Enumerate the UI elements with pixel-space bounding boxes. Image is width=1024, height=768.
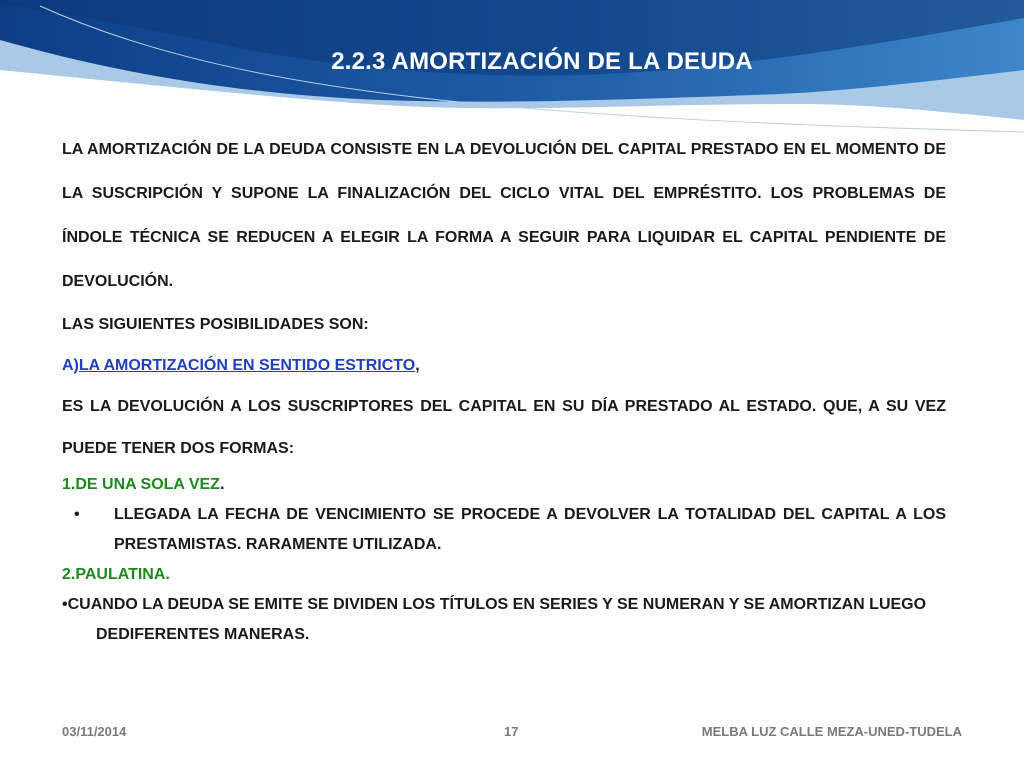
form-1-label: 1.DE UNA SOLA VEZ	[62, 476, 220, 493]
form-1-heading	[62, 470, 946, 500]
option-a-description: ES LA DEVOLUCIÓN A LOS SUSCRIPTORES DEL CAPITAL EN SU DÍA PRESTADO AL ESTADO. QUE, A SU VEZ PUEDE TENER DOS FORMAS:	[62, 398, 946, 457]
form-1-suffix: .	[219, 476, 225, 493]
footer-author: MELBA LUZ CALLE MEZA-UNED-TUDELA	[701, 724, 962, 739]
option-a-prefix: A)	[62, 357, 79, 374]
footer-page-number: 17	[504, 724, 519, 739]
option-a-suffix: ,	[415, 357, 420, 374]
form-1-text: LLEGADA LA FECHA DE VENCIMIENTO SE PROCEDE A DEVOLVER LA TOTALIDAD DEL CAPITAL A LOS PRESTAMISTAS. RARAMENTE UTILIZADA.	[114, 506, 946, 553]
form-2-heading: 2.PAULATINA.	[62, 566, 170, 583]
option-a-link[interactable]: LA AMORTIZACIÓN EN SENTIDO ESTRICTO	[78, 357, 416, 374]
intro-paragraph: LA AMORTIZACIÓN DE LA DEUDA CONSISTE EN LA DEVOLUCIÓN DEL CAPITAL PRESTADO EN EL MOMENTO DE LA SUSCRIPCIÓN Y SUPONE LA FINALIZACIÓN DEL CICLO VITAL DEL EMPRÉSTITO. LOS PROBLEMAS DE ÍNDOLE TÉCNICA SE REDUCEN A ELEGIR LA FORMA A SEGUIR PARA LIQUIDAR EL CAPITAL PENDIENTE DE DEVOLUCIÓN.	[62, 141, 946, 290]
bullet-icon: •	[74, 506, 80, 523]
slide-content	[62, 128, 946, 650]
form-1-bullet-item	[62, 500, 946, 560]
possibilities-heading: LAS SIGUIENTES POSIBILIDADES SON:	[62, 316, 369, 333]
footer-date: 03/11/2014	[62, 724, 127, 739]
option-a-line	[62, 346, 946, 386]
slide-title: 2.2.3 AMORTIZACIÓN DE LA DEUDA	[331, 48, 753, 75]
form-2-text: •CUANDO LA DEUDA SE EMITE SE DIVIDEN LOS TÍTULOS EN SERIES Y SE NUMERAN Y SE AMORTIZAN LUEGO DEDIFERENTES MANERAS.	[62, 596, 927, 643]
